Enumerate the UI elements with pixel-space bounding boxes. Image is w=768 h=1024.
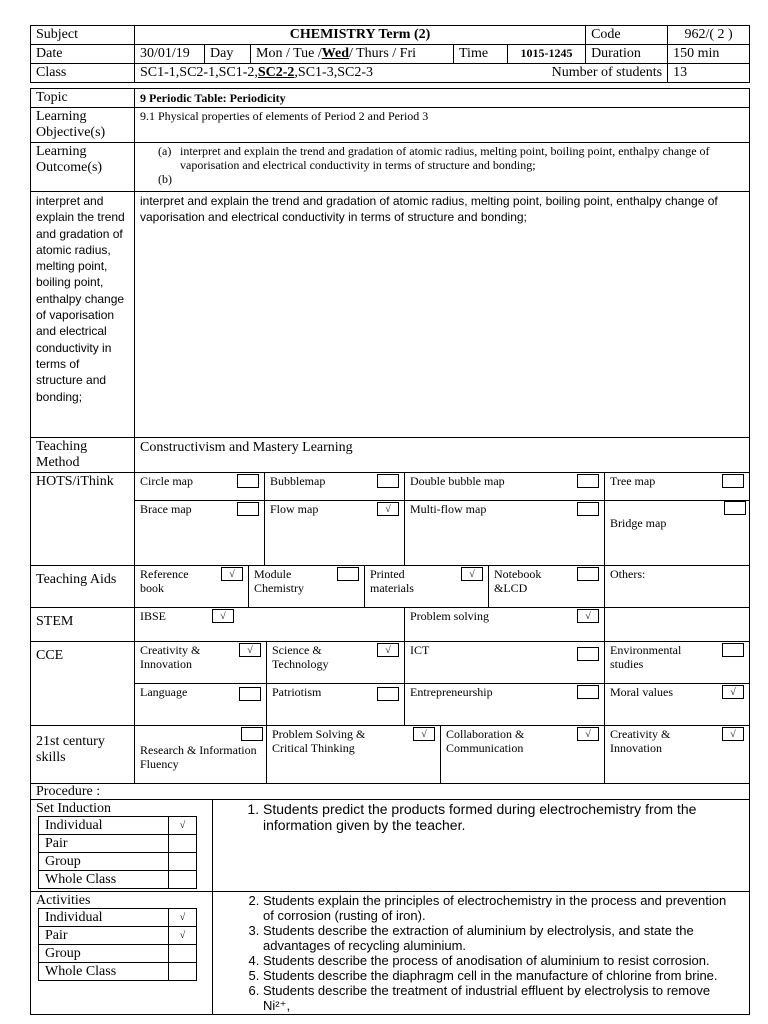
cce-environmental-checkbox[interactable]	[722, 643, 744, 657]
act-mode-whole-class-check[interactable]	[169, 963, 197, 981]
si-mode-individual-check[interactable]: √	[169, 817, 197, 835]
act-mode-group: Group	[39, 945, 169, 963]
date-value: 30/01/19	[135, 45, 205, 64]
aids-notebook-lcd	[489, 566, 605, 608]
hots-bridge-map	[605, 501, 750, 566]
si-mode-group-check[interactable]	[169, 853, 197, 871]
header-table	[30, 25, 750, 83]
c21-research-checkbox[interactable]	[241, 727, 263, 741]
act-mode-whole-class: Whole Class	[39, 963, 169, 981]
c21-collaboration-checkbox[interactable]: √	[577, 727, 599, 741]
cce-moral-values-checkbox[interactable]: √	[722, 685, 744, 699]
cce-moral-values	[605, 684, 750, 726]
hots-bubble-map-checkbox[interactable]	[377, 474, 399, 488]
stem-problem-solving-checkbox[interactable]: √	[577, 609, 599, 623]
activity-step: 4. Students describe the process of anodisation of aluminium to resist corrosion.	[263, 953, 735, 968]
aids-printed-materials-checkbox[interactable]: √	[461, 567, 483, 581]
duration-label: Duration	[586, 45, 668, 64]
activities-modes	[38, 908, 197, 981]
aids-notebook-lcd-checkbox[interactable]	[577, 567, 599, 581]
c21-problem-solving-label: Problem Solving & Critical Thinking	[272, 727, 366, 755]
hots-brace-map-label: Brace map	[140, 502, 192, 516]
procedure-table	[30, 783, 750, 1015]
cce-patriotism	[267, 684, 405, 726]
day-options-after: / Thurs / Fri	[348, 46, 417, 61]
si-mode-whole-class: Whole Class	[39, 871, 169, 889]
hots-double-bubble-map	[405, 473, 605, 501]
c21-creativity-checkbox[interactable]: √	[722, 727, 744, 741]
si-mode-individual: Individual	[39, 817, 169, 835]
stem-problem-solving-label: Problem solving	[410, 609, 490, 623]
class-options-before: SC1-1,SC2-1,SC1-2,	[140, 65, 258, 80]
teaching-method-value: Constructivism and Mastery Learning	[135, 438, 750, 473]
aids-notebook-lcd-label: Notebook &LCD	[494, 567, 542, 595]
cce-ict-checkbox[interactable]	[577, 647, 599, 661]
cce-creativity	[135, 642, 267, 684]
c21-table	[30, 725, 750, 784]
stem-ibse	[135, 608, 405, 642]
activity-step: 2. Students explain the principles of electrochemistry in the process and prevention of corrosion (rusting of iron).	[263, 893, 735, 923]
c21-collaboration	[441, 726, 605, 784]
hots-tree-map-checkbox[interactable]	[722, 474, 744, 488]
time-value: 1015-1245	[508, 45, 586, 64]
subject-value: CHEMISTRY Term (2)	[135, 26, 586, 45]
class-value	[135, 64, 508, 83]
topic-value: 9 Periodic Table: Periodicity	[135, 89, 750, 108]
students-label: Number of students	[508, 64, 668, 83]
hots-brace-map-checkbox[interactable]	[237, 502, 259, 516]
procedure-label: Procedure :	[31, 784, 750, 800]
aids-reference-book	[135, 566, 249, 608]
cce-language	[135, 684, 267, 726]
act-mode-group-check[interactable]	[169, 945, 197, 963]
subject-label: Subject	[31, 26, 135, 45]
class-label: Class	[31, 64, 135, 83]
aids-reference-book-label: Reference book	[140, 567, 189, 595]
set-induction-cell	[31, 800, 213, 892]
hots-tree-map-label: Tree map	[610, 474, 656, 488]
hots-circle-map-checkbox[interactable]	[237, 474, 259, 488]
stem-ibse-label: IBSE	[140, 609, 167, 623]
cce-table	[30, 641, 750, 726]
activity-step: 6. Students describe the treatment of industrial effluent by electrolysis to remove Ni²⁺,	[263, 983, 735, 1013]
hots-multi-flow-map-checkbox[interactable]	[577, 502, 599, 516]
teaching-method-label: Teaching Method	[31, 438, 135, 473]
outcome-a-text: interpret and explain the trend and gradation of atomic radius, melting point, boiling point, enthalpy change of vaporisation and electrical conductivity in terms of structure and bonding;	[180, 144, 710, 172]
activity-step: 3. Students describe the extraction of aluminium by electrolysis, and state the advantages of recycling aluminium.	[263, 923, 735, 953]
hots-label: HOTS/iThink	[31, 473, 135, 566]
activities-steps	[213, 892, 750, 1015]
time-label: Time	[454, 45, 508, 64]
aids-others: Others:	[605, 566, 750, 608]
set-induction-steps	[213, 800, 750, 892]
cce-entrepreneurship	[405, 684, 605, 726]
hots-multi-flow-map-label: Multi-flow map	[410, 502, 487, 516]
cce-ict	[405, 642, 605, 684]
set-induction-modes	[38, 816, 197, 889]
activities-cell	[31, 892, 213, 1015]
hots-circle-map-label: Circle map	[140, 474, 193, 488]
set-induction-list	[241, 801, 729, 833]
act-mode-individual-check[interactable]: √	[169, 909, 197, 927]
c21-research	[135, 726, 267, 784]
cce-patriotism-label: Patriotism	[272, 685, 322, 699]
aids-printed-materials	[365, 566, 489, 608]
outcome-value	[135, 143, 750, 192]
day-selected: Wed	[321, 46, 349, 61]
si-mode-pair-check[interactable]	[169, 835, 197, 853]
set-induction-label: Set Induction	[36, 801, 112, 816]
c21-creativity	[605, 726, 750, 784]
outcome-label: Learning Outcome(s)	[31, 143, 135, 192]
c21-collaboration-label: Collaboration & Communication	[446, 727, 525, 755]
cce-language-label: Language	[140, 685, 188, 699]
class-selected: SC2-2	[257, 65, 295, 80]
stem-problem-solving	[405, 608, 605, 642]
hots-flow-map-checkbox[interactable]: √	[377, 502, 399, 516]
day-options-before: Mon / Tue /	[256, 46, 322, 61]
hots-bridge-map-label: Bridge map	[610, 516, 667, 530]
lesson-plan-page	[30, 25, 749, 1015]
outcome-a-marker: (a)	[158, 144, 172, 158]
aids-label: Teaching Aids	[31, 566, 135, 608]
cce-science	[267, 642, 405, 684]
hots-bridge-map-checkbox[interactable]	[724, 501, 746, 515]
c21-label: 21st century skills	[31, 726, 135, 784]
date-label: Date	[31, 45, 135, 64]
cce-entrepreneurship-label: Entrepreneurship	[410, 685, 493, 699]
aids-module-chemistry	[249, 566, 365, 608]
activities-label: Activities	[36, 893, 91, 908]
cce-science-label: Science & Technology	[272, 643, 329, 671]
cce-science-checkbox[interactable]: √	[377, 643, 399, 657]
si-mode-group: Group	[39, 853, 169, 871]
objective-value: 9.1 Physical properties of elements of Period 2 and Period 3	[135, 108, 750, 143]
code-value: 962/( 2 )	[668, 26, 750, 45]
c21-problem-solving	[267, 726, 441, 784]
students-value: 13	[668, 64, 750, 83]
act-mode-pair: Pair	[39, 927, 169, 945]
si-mode-pair: Pair	[39, 835, 169, 853]
cce-language-checkbox[interactable]	[239, 687, 261, 701]
duration-value: 150 min	[668, 45, 750, 64]
aids-reference-book-checkbox[interactable]: √	[221, 567, 243, 581]
act-mode-pair-check[interactable]: √	[169, 927, 197, 945]
code-label: Code	[586, 26, 668, 45]
hots-tree-map	[605, 473, 750, 501]
c21-creativity-label: Creativity & Innovation	[610, 727, 671, 755]
success-label: interpret and explain the trend and gradation of atomic radius, melting point, boiling point, enthalpy change of vaporisation and electrical conductivity in terms of structure and bonding;	[31, 192, 135, 438]
c21-problem-solving-checkbox[interactable]: √	[413, 727, 435, 741]
class-options-after: ,SC1-3,SC2-3	[294, 65, 373, 80]
cce-entrepreneurship-checkbox[interactable]	[577, 685, 599, 699]
aids-table	[30, 565, 750, 608]
hots-double-bubble-map-checkbox[interactable]	[577, 474, 599, 488]
hots-flow-map	[265, 501, 405, 566]
hots-bubble-map-label: Bubblemap	[270, 474, 326, 488]
c21-research-label: Research & Information Fluency	[140, 743, 257, 771]
hots-bubble-map	[265, 473, 405, 501]
cce-creativity-label: Creativity & Innovation	[140, 643, 201, 671]
aids-module-chemistry-checkbox[interactable]	[337, 567, 359, 581]
content-table	[30, 88, 750, 473]
stem-label: STEM	[31, 608, 135, 642]
activity-step: 5. Students describe the diaphragm cell in the manufacture of chlorine from brine.	[263, 968, 735, 983]
outcome-b-marker: (b)	[158, 172, 172, 186]
aids-printed-materials-label: Printed materials	[370, 567, 414, 595]
set-induction-step: 1. Students predict the products formed during electrochemistry from the information given by the teacher.	[263, 801, 729, 833]
hots-brace-map	[135, 501, 265, 566]
hots-flow-map-label: Flow map	[270, 502, 319, 516]
hots-multi-flow-map	[405, 501, 605, 566]
cce-environmental	[605, 642, 750, 684]
cce-ict-label: ICT	[410, 643, 430, 657]
si-mode-whole-class-check[interactable]	[169, 871, 197, 889]
success-value: interpret and explain the trend and gradation of atomic radius, melting point, boiling point, enthalpy change of vaporisation and electrical conductivity in terms of structure and bonding;	[135, 192, 750, 438]
cce-patriotism-checkbox[interactable]	[377, 687, 399, 701]
stem-empty	[605, 608, 750, 642]
topic-label: Topic	[31, 89, 135, 108]
day-label: Day	[205, 45, 251, 64]
act-mode-individual: Individual	[39, 909, 169, 927]
hots-double-bubble-map-label: Double bubble map	[410, 474, 505, 488]
cce-creativity-checkbox[interactable]: √	[239, 643, 261, 657]
hots-table	[30, 472, 750, 566]
cce-environmental-label: Environmental studies	[610, 643, 682, 671]
stem-table	[30, 607, 750, 642]
cce-moral-values-label: Moral values	[610, 685, 673, 699]
hots-circle-map	[135, 473, 265, 501]
activities-list	[241, 893, 735, 1013]
aids-module-chemistry-label: Module Chemistry	[254, 567, 304, 595]
cce-label: CCE	[31, 642, 135, 726]
stem-ibse-checkbox[interactable]: √	[212, 609, 234, 623]
day-value	[251, 45, 454, 64]
objective-label: Learning Objective(s)	[31, 108, 135, 143]
